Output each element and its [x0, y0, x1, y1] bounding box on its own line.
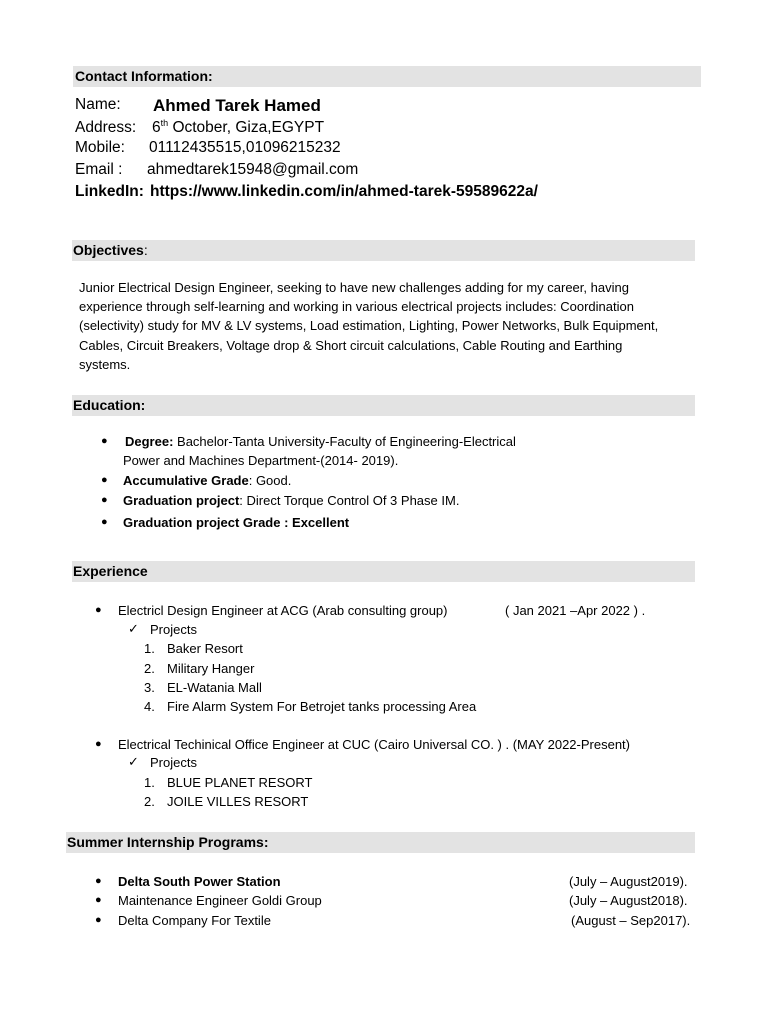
- graduation-project-grade: Graduation project Grade : Excellent: [123, 515, 350, 530]
- internship-period: (July – August2019).: [569, 874, 688, 889]
- project-number: 1.: [144, 775, 155, 790]
- objectives-title-colon: :: [143, 242, 148, 258]
- email-label: Email :: [75, 161, 123, 178]
- objectives-section-title: [73, 240, 148, 261]
- objectives-paragraph: [79, 278, 699, 374]
- graduation-project-value: : Direct Torque Control Of 3 Phase IM.: [239, 493, 460, 508]
- address-ordinal: th: [160, 117, 169, 128]
- address-day: 6: [152, 119, 161, 136]
- experience-section-title: Experience: [73, 563, 148, 579]
- linkedin-label: LinkedIn:: [75, 183, 144, 200]
- degree-label: Degree:: [125, 434, 174, 449]
- project-number: 2.: [144, 794, 155, 809]
- project-number: 2.: [144, 661, 155, 676]
- project-number: 3.: [144, 680, 155, 695]
- name-label: Name:: [75, 96, 121, 113]
- bullet-icon: ●: [95, 914, 102, 926]
- internship-name: Delta South Power Station: [118, 874, 281, 889]
- grade-item: [123, 473, 291, 488]
- bullet-icon: ●: [101, 474, 108, 486]
- bullet-icon: ●: [95, 738, 102, 750]
- internships-section-title: Summer Internship Programs:: [67, 834, 269, 850]
- bullet-icon: ●: [101, 516, 108, 528]
- contact-section-title: Contact Information:: [75, 68, 213, 84]
- address-rest: October, Giza,EGYPT: [168, 119, 325, 136]
- bullet-icon: ●: [95, 604, 102, 616]
- bullet-icon: ●: [95, 894, 102, 906]
- bullet-icon: ●: [101, 494, 108, 506]
- degree-text: Bachelor-Tanta University-Faculty of Engineering-Electrical: [173, 434, 516, 449]
- degree-text-cont: Power and Machines Department-(2014- 2019).: [123, 453, 399, 468]
- graduation-project-label: Graduation project: [123, 493, 240, 508]
- linkedin-link[interactable]: https://www.linkedin.com/in/ahmed-tarek-59589622a/: [150, 183, 538, 200]
- mobile-label: Mobile:: [75, 139, 125, 156]
- project-item: Military Hanger: [167, 661, 255, 676]
- objectives-line: systems.: [79, 356, 131, 372]
- address-value: [152, 119, 324, 137]
- grade-value: : Good.: [248, 473, 292, 488]
- projects-label: Projects: [150, 622, 197, 637]
- education-header-bar: [72, 395, 695, 416]
- project-item: Fire Alarm System For Betrojet tanks processing Area: [167, 699, 477, 714]
- project-number: 4.: [144, 699, 155, 714]
- internship-period: (July – August2018).: [569, 893, 688, 908]
- email-value[interactable]: ahmedtarek15948@gmail.com: [147, 161, 359, 178]
- job-title: Electrical Techinical Office Engineer at CUC (Cairo Universal CO. ) . (MAY 2022-Present): [118, 737, 631, 752]
- objectives-header-bar: [72, 240, 695, 261]
- graduation-project-item: [123, 493, 459, 508]
- project-item: JOILE VILLES RESORT: [167, 794, 309, 809]
- experience-header-bar: [72, 561, 695, 582]
- education-section-title: Education:: [73, 397, 146, 413]
- address-label: Address:: [75, 119, 137, 136]
- project-number: 1.: [144, 641, 155, 656]
- objectives-line: Cables, Circuit Breakers, Voltage drop & Short circuit calculations, Cable Routing and Earthing: [79, 337, 623, 353]
- internship-name: Delta Company For Textile: [118, 913, 271, 928]
- job-period: ( Jan 2021 –Apr 2022 ) .: [505, 603, 646, 618]
- mobile-value: 01112435515,01096215232: [149, 139, 341, 156]
- objectives-line: Junior Electrical Design Engineer, seeking to have new challenges adding for my career, having: [79, 280, 629, 295]
- name-value: Ahmed Tarek Hamed: [153, 96, 321, 115]
- objectives-line: (selectivity) study for MV & LV systems, Load estimation, Lighting, Power Networks, Bulk Equipment,: [79, 318, 659, 334]
- projects-label: Projects: [150, 755, 197, 770]
- grade-label: Accumulative Grade: [123, 473, 249, 488]
- objectives-line: experience through self-learning and working in various electrical projects includes: Coordination: [79, 299, 634, 315]
- project-item: BLUE PLANET RESORT: [167, 775, 313, 790]
- job-title: Electricl Design Engineer at ACG (Arab consulting group): [118, 603, 448, 618]
- bullet-icon: ●: [95, 875, 102, 887]
- project-item: Baker Resort: [167, 641, 243, 656]
- internship-period: (August – Sep2017).: [571, 913, 691, 928]
- project-item: EL-Watania Mall: [167, 680, 262, 695]
- objectives-title-text: Objectives: [73, 242, 144, 258]
- bullet-icon: ●: [101, 435, 108, 447]
- checkmark-icon: ✓: [128, 621, 139, 636]
- degree-item: [125, 434, 516, 449]
- internship-name: Maintenance Engineer Goldi Group: [118, 893, 322, 908]
- checkmark-icon: ✓: [128, 754, 139, 769]
